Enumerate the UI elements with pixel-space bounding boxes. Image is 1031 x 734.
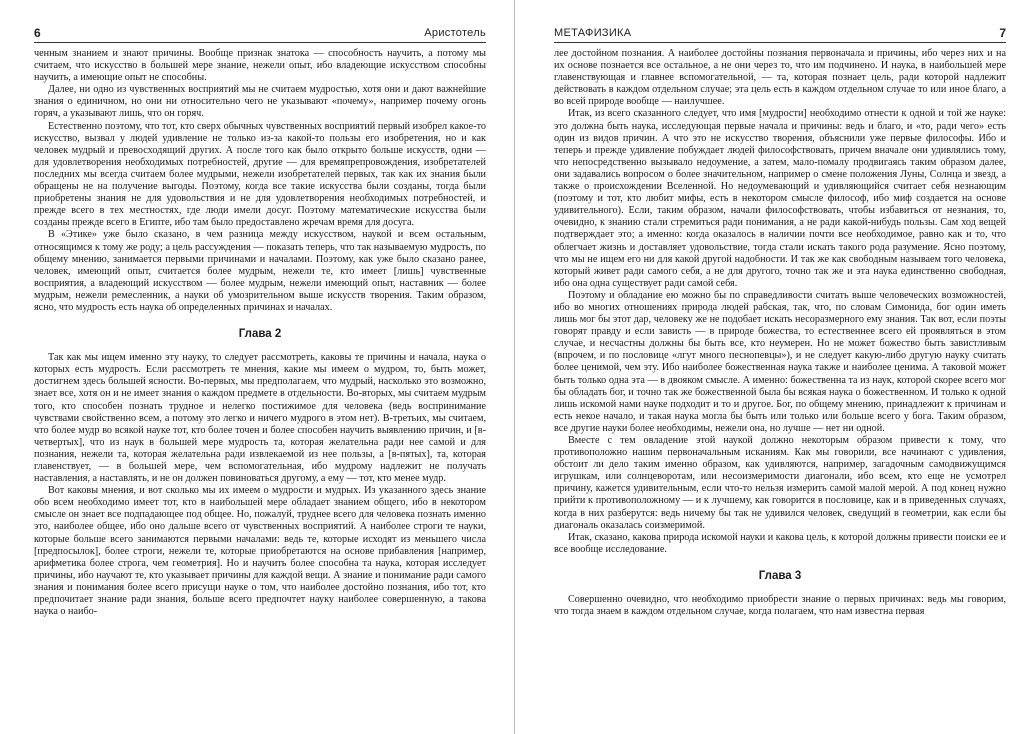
left-page-body: [34, 48, 486, 618]
paragraph: Далее, ни одно из чувственных восприятий мы не считаем мудростью, хотя они и дают важнейшие знания о единичном, но они ни относительно чего не указывают «почему», например почему огонь горяч, а указывают лишь, что он горяч.: [34, 84, 486, 120]
running-head-title-right: МЕТАФИЗИКА: [554, 27, 632, 39]
paragraph: Итак, из всего сказанного следует, что имя [мудрости] необходимо отнести к одной и той же науке: это должна быть наука, исследующая первые начала и причины: ведь и благо, и «то, ради чего» есть один из видов причин. А что это не искусство творения, объяснили уже первые философы. Ибо и теперь и прежде удивление побуждает людей философствовать, причем вначале они удивлялись тому, что непосредственно вызывало недоумение, а затем, мало-помалу продвигаясь таким образом далее, они задавались вопросом о более значительном, например о смене положения Луны, Солнца и звезд, а также о происхождении Вселенной. Но недоумевающий и удивляющийся считает себя незнающим (поэтому и тот, кто любит мифы, есть в некотором смысле философ, ибо миф создается на основе удивительного). Если, таким образом, начали философствовать, чтобы избавиться от незнания, то, очевидно, к знанию стали стремиться ради понимания, а не ради какой-нибудь пользы. Сам ход вещей подтверждает это; а именно: когда оказалось в наличии почти все необходимое, равно как и то, что облегчает жизнь и доставляет удовольствие, тогда стали искать такого рода разумение. Ясно поэтому, что мы не ищем его ни для какой другой надобности. И так же как свободным называем того человека, который живет ради самого себя, а не для другого, точно так же и эта наука единственно свободная, ибо она одна существует ради самой себя.: [554, 108, 1006, 289]
paragraph: Итак, сказано, какова природа искомой науки и какова цель, к которой должны привести поиски ее и все вообще исследование.: [554, 531, 1006, 555]
running-head-right: [554, 27, 1006, 43]
running-head-left: [34, 27, 486, 43]
paragraph: Так как мы ищем именно эту науку, то следует рассмотреть, каковы те причины и начала, наука о которых есть мудрость. Если рассмотреть те мнения, какие мы имеем о мудром, то, быть может, достигнем здесь большей ясности. Во-первых, мы предполагаем, что мудрый, насколько это возможно, знает все, хотя он и не имеет знания о каждом предмете в отдельности. Во-вторых, мы считаем мудрым того, кто способен познать трудное и нелегко постижимое для человека (ведь воспринимание чувствами свойственно всем, а потому это легко и ничего мудрого в этом нет). В-третьих, мы считаем, что более мудр во всякой науке тот, кто более точен и более способен научить выявлению причин, и [в-четвертых], что из наук в большей мере мудрость та, которая желательна ради нее самой и для познания, нежели та, которая желательна ради извлекаемой из нее пользы, а [в-пятых], та, которая главенствует, — в большей мере, чем вспомогательная, ибо мудрому надлежит не получать наставления, а наставлять, и не он должен повиноваться другому, а ему — тот, кто менее мудр.: [34, 352, 486, 485]
chapter-heading: Глава 3: [758, 569, 802, 582]
chapter-heading: Глава 2: [238, 328, 282, 341]
page-number-right: 7: [999, 26, 1006, 40]
page-number-left: 6: [34, 26, 41, 40]
left-page: [0, 0, 515, 734]
paragraph: Естественно поэтому, что тот, кто сверх обычных чувственных восприятий первый изобрел какое-то искусство, вызвал у людей удивление не только из-за какой-то пользы его изобретения, но и как человек мудрый и превосходящий других. А после того как было открыто больше искусств, одни — для удовлетворения необходимых потребностей, другие — для времяпрепровождения, изобретателей последних мы всегда считаем более мудрыми, нежели изобретателей первых, так как их знания были обращены не на получение выгоды. Поэтому, когда все такие искусства были созданы, тогда были приобретены знания не для удовольствия и не для удовлетворения необходимых потребностей, и прежде всего в тех местностях, где люди имели досуг. Поэтому математические искусства были созданы прежде всего в Египте, ибо там было предоставлено жречам время для досуга.: [34, 120, 486, 229]
paragraph: В «Этике» уже было сказано, в чем разница между искусством, наукой и всем остальным, относящимся к тому же роду; а цель рассуждения — показать теперь, что так называемую мудрость, по общему мнению, занимается первыми причинами и началами. Поэтому, как уже было сказано ранее, человек, имеющий опыт, считается более мудрым, нежели те, кто имеет [лишь] чувственные восприятия, а владеющий искусством — более мудрым, нежели имеющий опыт, наставник — более мудрым, нежели ремесленник, а науки об умозрительном выше искусств творения. Таким образом, ясно, что мудрость есть наука об определенных причинах и началах.: [34, 229, 486, 313]
paragraph: Вот каковы мнения, и вот сколько мы их имеем о мудрости и мудрых. Из указанного здесь знание обо всем необходимо имеет тот, кто в наибольшей мере обладает знанием общего, ибо в некотором смысле он знает все подпадающее под общее. Но, пожалуй, труднее всего для человека познать именно это, наиболее общее, ибо оно дальше всего от чувственных восприятий. А наиболее строги те науки, которые больше всего занимаются первыми началами: ведь те, которые исходят из меньшего числа [предпосылок], более строги, нежели те, которые приобретаются на основе прибавления [например, арифметика более строга, чем геометрия]. Но и научить более способна та наука, которая исследует причины, ибо научают те, кто указывает причины для каждой вещи. А знание и понимание ради самого знания и понимания более всего присущи науке о том, что наиболее достойно познания, ибо тот, кто предпочитает знание ради знания, больше всего предпочтет науку наиболее совершенную, а такова наука о наибо-: [34, 485, 486, 618]
paragraph: лее достойном познания. А наиболее достойны познания первоначала и причины, ибо через них и на их основе познается все остальное, а не они через то, что им подчинено. И наука, в наибольшей мере главенствующая и главнее вспомогательной, — та, которая познает цель, ради которой надлежит действовать в каждом отдельном случае; эта цель есть в каждом отдельном случае то или иное благо, а во всей природе вообще — наилучшее.: [554, 48, 1006, 108]
paragraph: Совершенно очевидно, что необходимо приобрести знание о первых причинах: ведь мы говорим, что тогда знаем в каждом отдельном случае, когда полагаем, что нам известна первая: [554, 594, 1006, 618]
right-page: [516, 0, 1031, 734]
right-page-body: [554, 48, 1006, 618]
paragraph: ченным знанием и знают причины. Вообще признак знатока — способность научить, а потому мы считаем, что искусство в большей мере знание, нежели опыт, ибо владеющие искусством способны научить, а имеющие опыт не способны.: [34, 48, 486, 84]
running-head-title-left: Аристотель: [424, 27, 486, 39]
paragraph: Вместе с тем овладение этой наукой должно некоторым образом привести к тому, что противоположно нашим первоначальным исканиям. Как мы говорили, все начинают с удивления, обстоит ли дело таким именно образом, как удивляются, например, загадочным самодвижущимся игрушкам, или солнцеворотам, или несоизмеримости диагонали, ибо всем, кто еще не усмотрел причину, кажется удивительным, если что-то нельзя измерить самой малой мерой. А под конец нужно прийти к противоположному — и к лучшему, как говорится в пословице, как и в приведенных случаях, когда в них разберутся: ведь ничему бы так не удивился человек, сведущий в геометрии, как если бы диагональ оказалась соизмеримой.: [554, 435, 1006, 531]
paragraph: Поэтому и обладание ею можно бы по справедливости считать выше человеческих возможностей, ибо во многих отношениях природа людей рабская, так, что, по словам Симонида, бог один иметь лишь мог бы этот дар, человеку же не подобает искать несоразмерного ему знания. Так вот, если поэты говорят правду и если зависть — в природе божества, то естественнее всего ей проявляться в этом случае, и несчастны должны бы быть все, кто неумерен. Но не может божество быть завистливым (впрочем, и по пословице «лгут много песнопевцы»), и не следует какую-либо другую науку считать более ценимой, чем эту. Ибо наиболее божественная наука также и наиболее ценима. А таковой может быть только одна эта — в двояком смысле. А именно: божественна та из наук, которой скорее всего мог бы обладать бог, и точно так же божественной была бы всякая наука о божественном. И только к одной лишь искомой нами науке подходит и то и другое. Бог, по общему мнению, принадлежит к причинам и есть некое начало, и такая наука могла бы быть или только или больше всего у бога. Таким образом, все другие науки более необходимы, нежели она, но лучше — нет ни одной.: [554, 289, 1006, 434]
